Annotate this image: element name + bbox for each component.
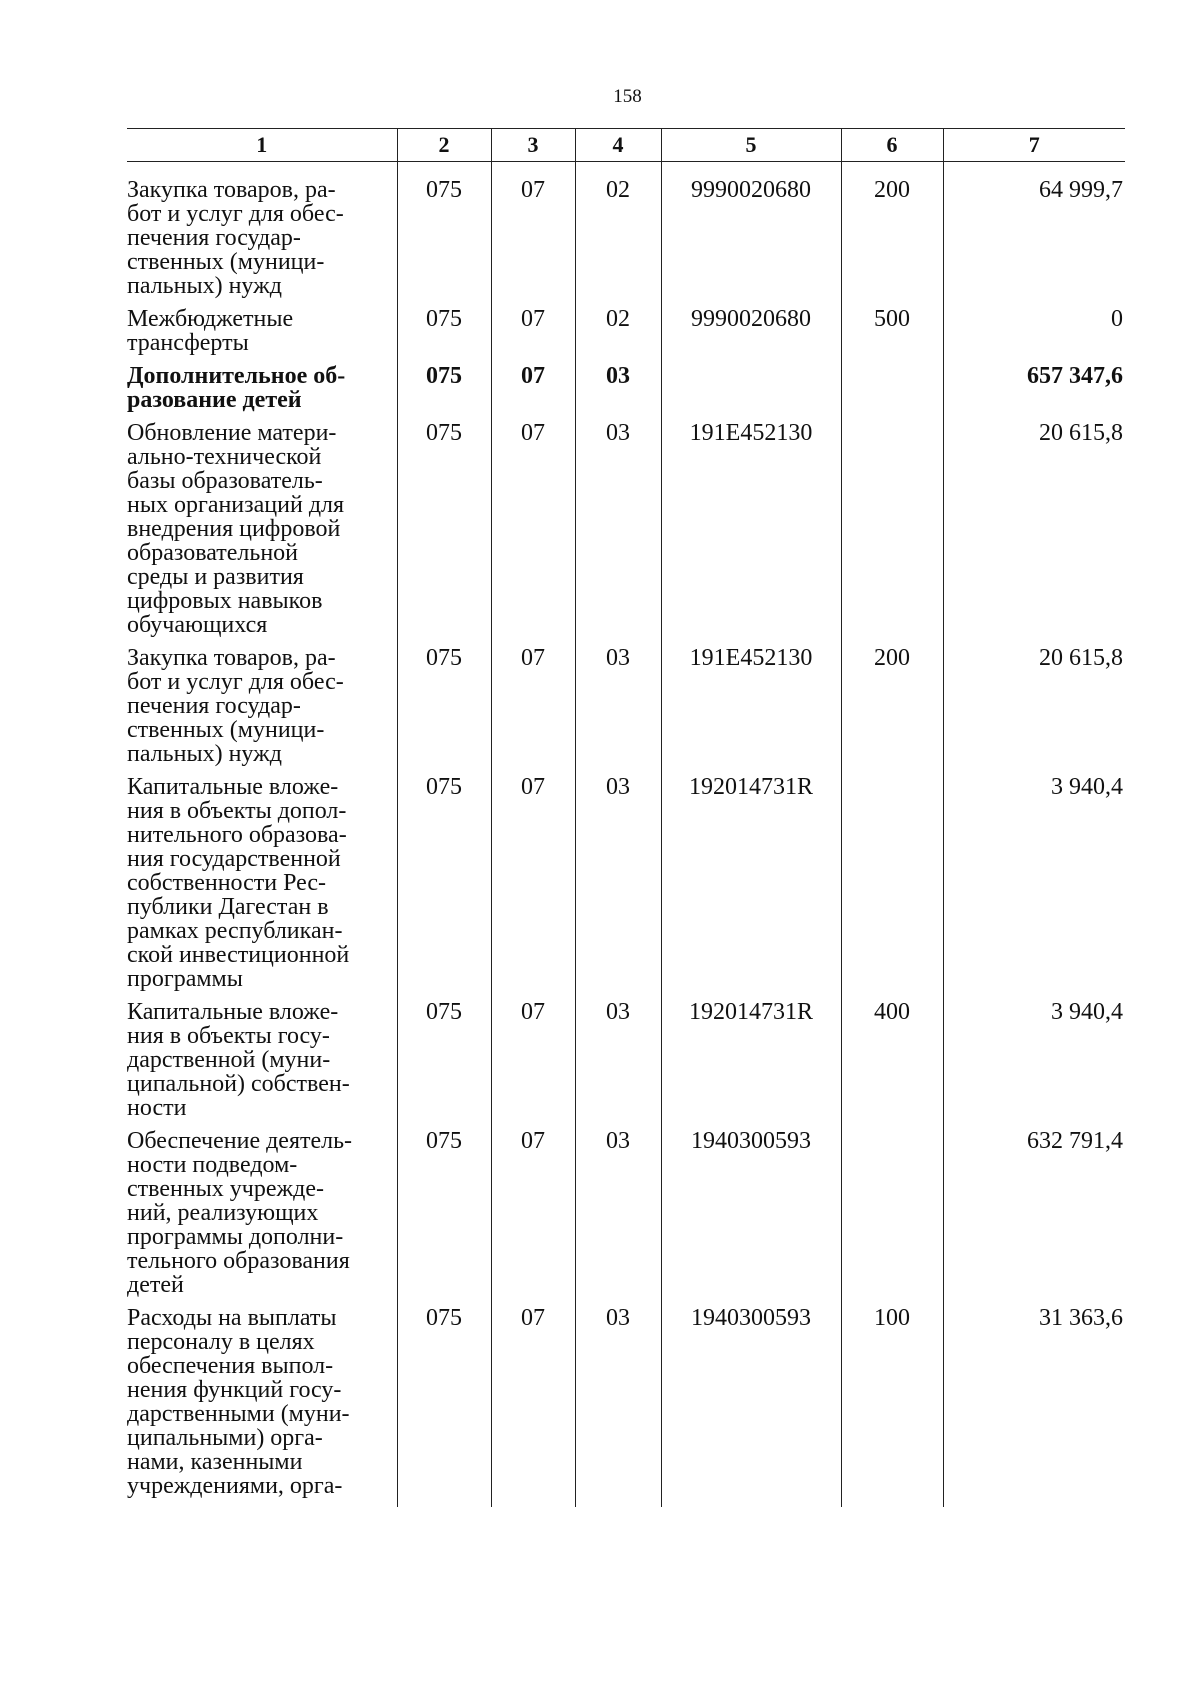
target-article-cell: 1940300593: [661, 1306, 841, 1507]
ministry-code-cell: 075: [397, 364, 491, 421]
table-row: [127, 1000, 1125, 1129]
expense-type-cell: [841, 364, 943, 421]
expense-type-cell: 200: [841, 178, 943, 307]
budget-table-container: [127, 128, 1125, 1507]
column-header-4: 4: [575, 129, 661, 162]
amount-cell: 64 999,7: [943, 178, 1125, 307]
subsection-code-cell: 03: [575, 775, 661, 1000]
table-header: [127, 129, 1125, 179]
row-name: Дополнительное об- разование детей: [127, 363, 346, 413]
table-row: [127, 307, 1125, 364]
section-code-cell: 07: [491, 1129, 575, 1306]
table-row: [127, 421, 1125, 646]
ministry-code-cell: 075: [397, 307, 491, 364]
header-spacer-row: [127, 162, 1125, 179]
row-name-cell: [127, 421, 397, 646]
target-article-cell: 9990020680: [661, 178, 841, 307]
column-header-6: 6: [841, 129, 943, 162]
row-name: Капитальные вложе- ния в объекты допол- нительного образова- ния государственной собственности Рес- публики Дагестан в рамках республикан- ской инвестиционной программы: [127, 774, 350, 992]
target-article-cell: 1940300593: [661, 1129, 841, 1306]
target-article-cell: 191E452130: [661, 646, 841, 775]
section-code-cell: 07: [491, 421, 575, 646]
expense-type-cell: 500: [841, 307, 943, 364]
section-code-cell: 07: [491, 1000, 575, 1129]
expense-type-cell: 200: [841, 646, 943, 775]
row-name-cell: [127, 1000, 397, 1129]
table-row: [127, 775, 1125, 1000]
amount-cell: 31 363,6: [943, 1306, 1125, 1507]
expense-type-cell: [841, 775, 943, 1000]
table-row: [127, 1129, 1125, 1306]
ministry-code-cell: 075: [397, 646, 491, 775]
budget-table: [127, 128, 1125, 1507]
section-code-cell: 07: [491, 178, 575, 307]
table-row: [127, 1306, 1125, 1507]
section-code-cell: 07: [491, 775, 575, 1000]
subsection-code-cell: 02: [575, 307, 661, 364]
amount-cell: 20 615,8: [943, 421, 1125, 646]
page-number: 158: [613, 86, 642, 107]
column-header-5: 5: [661, 129, 841, 162]
row-name: Межбюджетные трансферты: [127, 306, 294, 356]
row-name: Расходы на выплаты персоналу в целях обеспечения выпол- нения функций госу- дарственными (муни- ципальными) орга- нами, казенными учреждениями, орга-: [127, 1305, 350, 1499]
expense-type-cell: 400: [841, 1000, 943, 1129]
ministry-code-cell: 075: [397, 1129, 491, 1306]
ministry-code-cell: 075: [397, 178, 491, 307]
amount-cell: 0: [943, 307, 1125, 364]
ministry-code-cell: 075: [397, 1306, 491, 1507]
row-name: Закупка товаров, ра- бот и услуг для обес- печения государ- ственных (муници- пальных) нужд: [127, 645, 344, 767]
expense-type-cell: [841, 421, 943, 646]
amount-cell: 657 347,6: [943, 364, 1125, 421]
target-article-cell: 191E452130: [661, 421, 841, 646]
subsection-code-cell: 02: [575, 178, 661, 307]
amount-cell: 20 615,8: [943, 646, 1125, 775]
table-row: [127, 646, 1125, 775]
row-name-cell: [127, 775, 397, 1000]
table-body: [127, 178, 1125, 1507]
row-name-cell: [127, 178, 397, 307]
row-name: Обновление матери- ально-технической базы образователь- ных организаций для внедрения цифровой образовательной среды и развития цифровых навыков обучающихся: [127, 420, 345, 638]
target-article-cell: 9990020680: [661, 307, 841, 364]
section-code-cell: 07: [491, 1306, 575, 1507]
subsection-code-cell: 03: [575, 421, 661, 646]
section-code-cell: 07: [491, 364, 575, 421]
subsection-code-cell: 03: [575, 646, 661, 775]
row-name: Капитальные вложе- ния в объекты госу- дарственной (муни- ципальной) собствен- ности: [127, 999, 350, 1121]
column-header-2: 2: [397, 129, 491, 162]
amount-cell: 3 940,4: [943, 1000, 1125, 1129]
column-header-1: 1: [127, 129, 397, 162]
expense-type-cell: [841, 1129, 943, 1306]
target-article-cell: 192014731R: [661, 775, 841, 1000]
row-name-cell: [127, 307, 397, 364]
row-name-cell: [127, 364, 397, 421]
ministry-code-cell: 075: [397, 1000, 491, 1129]
table-row: [127, 178, 1125, 307]
amount-cell: 3 940,4: [943, 775, 1125, 1000]
row-name: Закупка товаров, ра- бот и услуг для обес- печения государ- ственных (муници- пальных) нужд: [127, 177, 344, 299]
expense-type-cell: 100: [841, 1306, 943, 1507]
header-row: [127, 129, 1125, 162]
row-name-cell: [127, 646, 397, 775]
subsection-code-cell: 03: [575, 364, 661, 421]
column-header-7: 7: [943, 129, 1125, 162]
row-name-cell: [127, 1306, 397, 1507]
target-article-cell: [661, 364, 841, 421]
ministry-code-cell: 075: [397, 775, 491, 1000]
subsection-code-cell: 03: [575, 1306, 661, 1507]
column-header-3: 3: [491, 129, 575, 162]
subsection-code-cell: 03: [575, 1000, 661, 1129]
subsection-code-cell: 03: [575, 1129, 661, 1306]
row-name-cell: [127, 1129, 397, 1306]
section-code-cell: 07: [491, 307, 575, 364]
section-code-cell: 07: [491, 646, 575, 775]
table-row: [127, 364, 1125, 421]
ministry-code-cell: 075: [397, 421, 491, 646]
row-name: Обеспечение деятель- ности подведом- ственных учрежде- ний, реализующих программы дополни- тельного образования детей: [127, 1128, 353, 1298]
target-article-cell: 192014731R: [661, 1000, 841, 1129]
amount-cell: 632 791,4: [943, 1129, 1125, 1306]
